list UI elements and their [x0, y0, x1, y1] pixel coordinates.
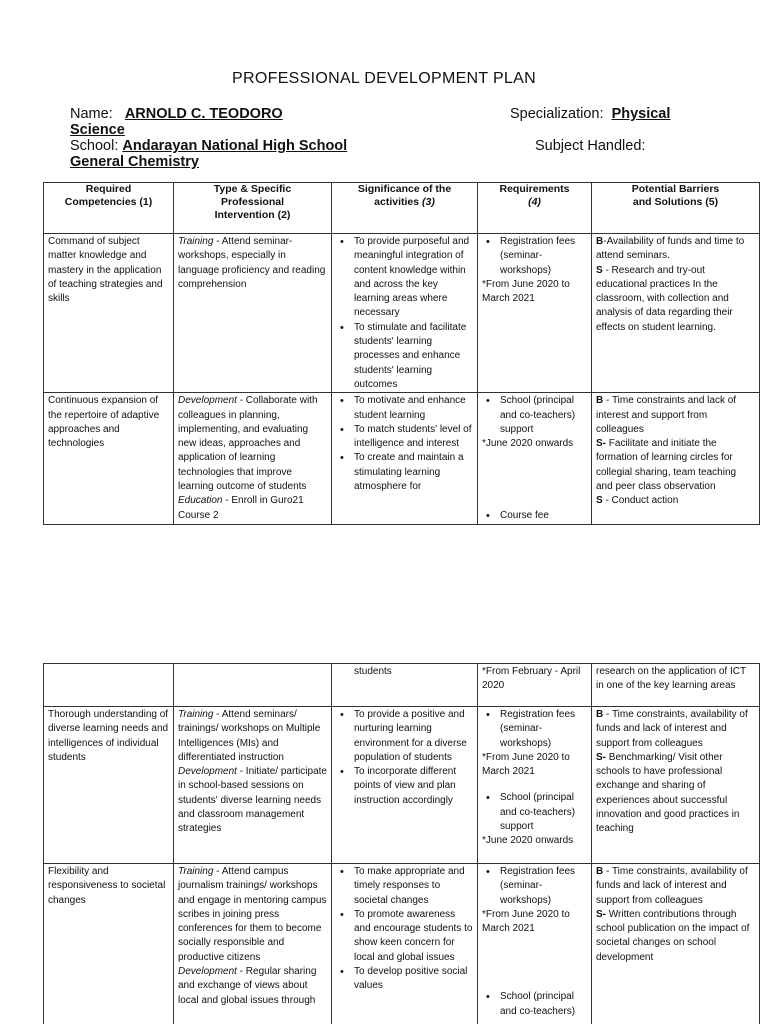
barriers-cell: B - Time constraints, availability of funds and lack of interest and support from colleagues S- Written contributions through school publication on the impact of societal changes on school development	[592, 864, 760, 1024]
header-competencies: Required Competencies (1)	[44, 183, 174, 234]
requirements-cell: *From February - April 2020	[478, 664, 592, 707]
intervention-cell: Training - Attend seminars/ trainings/ workshops on Multiple Intelligences (MIs) and differentiated instruction Development - Initiate/ participate in school-based sessions on students' diverse learning needs and classroom management strategies	[174, 707, 332, 864]
specialization-value: Physical	[611, 106, 671, 122]
intervention-cell: Training - Attend seminar-workshops, especially in language proficiency and reading comprehension	[174, 234, 332, 393]
name-value: ARNOLD C. TEODORO	[124, 106, 283, 122]
significance-cell: • To motivate and enhance student learning • To match students' level of intelligence and interest • To create and maintain a stimulating learning atmosphere for	[332, 393, 478, 524]
school-field	[70, 138, 347, 154]
barriers-cell: B - Time constraints, availability of funds and lack of interest and support from colleagues S- Benchmarking/ Visit other schools to have professional exchange and sharing of experiences about successful innovation and good practices in teaching	[592, 707, 760, 864]
subject-value: General Chemistry	[70, 154, 199, 170]
intervention-cell: Development - Collaborate with colleagues in planning, implementing, and evaluating new ideas, approaches and application of learning technologies that improve learning outcome of students Education - Enroll in Guro21 Course 2	[174, 393, 332, 524]
header-significance: Significance of the activities (3)	[332, 183, 478, 234]
table-header-row	[44, 183, 760, 234]
specialization-label: Specialization:	[510, 106, 604, 122]
requirements-cell: • Registration fees (seminar-workshops) *From June 2020 to March 2021	[478, 234, 592, 393]
significance-cell: • To provide a positive and nurturing learning environment for a diverse population of students • To incorporate different points of view and plan instruction accordingly	[332, 707, 478, 864]
competency-cell: Command of subject matter knowledge and mastery in the application of teaching strategies and skills	[44, 234, 174, 393]
table-row	[44, 234, 760, 393]
subject-field	[535, 138, 645, 154]
barriers-cell: B-Availability of funds and time to attend seminars. S - Research and try-out educational practices In the classroom, with collection and analysis of data regarding their effects on student learning.	[592, 234, 760, 393]
page-title: PROFESSIONAL DEVELOPMENT PLAN	[232, 70, 536, 87]
table-row	[44, 393, 760, 524]
school-label: School:	[70, 138, 119, 154]
subject-label: Subject Handled:	[535, 138, 646, 154]
name-label: Name:	[70, 106, 113, 122]
competency-cell: Thorough understanding of diverse learning needs and intelligences of individual students	[44, 707, 174, 864]
plan-table-page-1	[43, 182, 760, 525]
competency-cell	[44, 664, 174, 707]
header-requirements: Requirements (4)	[478, 183, 592, 234]
header-intervention: Type & Specific Professional Intervention (2)	[174, 183, 332, 234]
significance-cell: students	[332, 664, 478, 707]
header-barriers: Potential Barriers and Solutions (5)	[592, 183, 760, 234]
intervention-cell	[174, 664, 332, 707]
school-value: Andarayan National High School	[122, 138, 348, 154]
name-field	[70, 106, 283, 122]
intervention-cell: Training - Attend campus journalism trainings/ workshops and engage in mentoring campus scribes in joining press conferences for them to become socially responsible and productive citizens Development - Regular sharing and exchange of views about local and global issues through	[174, 864, 332, 1024]
requirements-cell: • School (principal and co-teachers) support *June 2020 onwards • Course fee	[478, 393, 592, 524]
requirements-cell: • Registration fees (seminar-workshops) *From June 2020 to March 2021 • School (principal and co-teachers) support *June 2020 onwards	[478, 707, 592, 864]
requirements-cell: • Registration fees (seminar-workshops) *From June 2020 to March 2021 • School (principal and co-teachers)	[478, 864, 592, 1024]
table-row	[44, 707, 760, 864]
table-row	[44, 864, 760, 1024]
significance-cell: • To provide purposeful and meaningful integration of content knowledge within and across the key learning areas where necessary • To stimulate and facilitate students' learning processes and enhance students' learning outcomes	[332, 234, 478, 393]
competency-cell: Continuous expansion of the repertoire of adaptive approaches and technologies	[44, 393, 174, 524]
competency-cell: Flexibility and responsiveness to societal changes	[44, 864, 174, 1024]
barriers-cell: research on the application of ICT in one of the key learning areas	[592, 664, 760, 707]
table-row	[44, 664, 760, 707]
specialization-field	[510, 106, 670, 122]
barriers-cell: B - Time constraints and lack of interest and support from colleagues S- Facilitate and initiate the formation of learning circles for collegial sharing, team teaching and peer class observation S - Conduct action	[592, 393, 760, 524]
plan-table-page-2	[43, 663, 760, 1024]
significance-cell: • To make appropriate and timely responses to societal changes • To promote awareness and encourage students to show keen concern for local and global issues • To develop positive social values	[332, 864, 478, 1024]
specialization-value-cont: Science	[70, 122, 125, 138]
